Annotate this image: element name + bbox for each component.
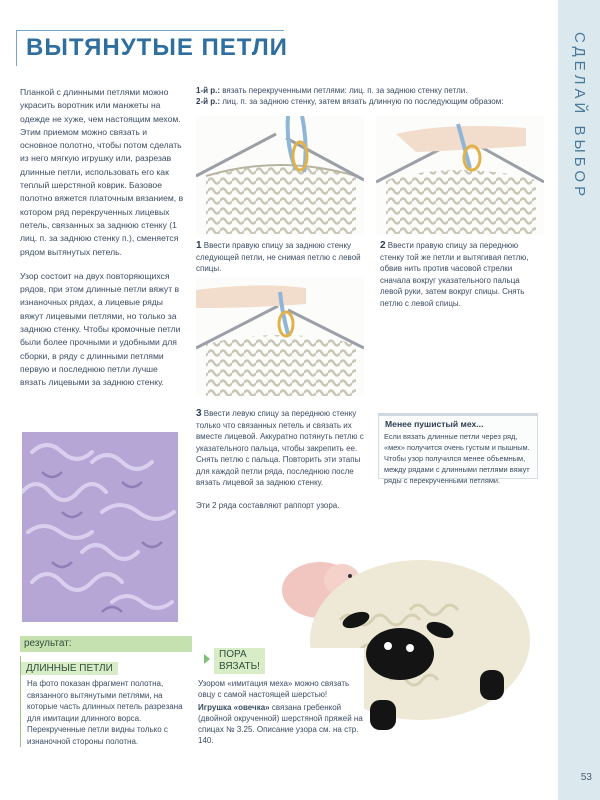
title-frame-v	[16, 30, 17, 66]
triangle-arrow-icon	[204, 654, 210, 664]
step-3-caption	[196, 408, 364, 489]
step-1-number: 1	[196, 240, 202, 251]
tip-box	[378, 413, 538, 485]
step-3-text: Ввести левую спицу за переднюю стенку только что связанных петель и связать их вместе лицевой. Аккуратно потянуть петлю с указательного пальца, чтобы закрепить ее. Снять петлю с пальца. Повторить эти этапы для каждой петли ряда, последнюю после вязать лицевой за заднюю стенку.	[196, 409, 364, 487]
section-title: СДЕЛАЙ ВЫБОР	[571, 32, 588, 201]
go-knit-paragraph-1: Узором «имитация меха» можно связать овцу с самой настоящей шерстью!	[198, 679, 350, 699]
go-knit-toy-name: Игрушка «овечка»	[198, 703, 270, 712]
go-knit-header	[196, 648, 364, 674]
step-2-caption	[380, 240, 540, 309]
row-instructions	[196, 86, 536, 108]
knitting-step-1-image	[196, 116, 364, 234]
step-1-illustration	[196, 116, 364, 234]
go-knit-paragraph-2	[198, 702, 364, 746]
result-subtitle: ДЛИННЫЕ ПЕТЛИ	[21, 662, 118, 675]
step-2-illustration	[376, 116, 544, 234]
go-knit-toy-text: связана гребенкой (двойной окрученной) шерстяной пряжей на спицах № 3.25. Описание узора см. на стр. 140.	[198, 703, 363, 745]
go-knit-title	[214, 648, 265, 674]
row-1	[196, 86, 536, 97]
step-2-number: 2	[380, 240, 386, 251]
knitting-step-3-image	[196, 278, 364, 396]
row-2	[196, 97, 536, 108]
intro-paragraph-2: Узор состоит на двух повторяющихся рядов, при этом длинные петли вяжут в изнаночных рядах, а лицевые ряды вяжут лицевыми петлями, но только за заднюю стенку. Чтобы кромочные петли были более прочными и удобными для сборки, в ряду с длинными петлями первую и последнюю петли лучше вязать лицевыми за заднюю стенку.	[20, 270, 181, 388]
go-knit-text	[196, 678, 364, 746]
tip-title: Менее пушистый мех...	[385, 419, 484, 429]
page-title: ВЫТЯНУТЫЕ ПЕТЛИ	[26, 34, 288, 61]
yarn-swatch-photo	[22, 432, 178, 622]
step-2-text: Ввести правую спицу за переднюю стенку той же петли и вытягивая петлю, обвив нить против часовой стрелки сначала вокруг указательного пальца левой руки, затем вокруг спицы. Снять петлю с левой спицы.	[380, 241, 529, 308]
knitting-step-2-image	[376, 116, 544, 234]
result-label: результат:	[20, 636, 192, 652]
row-1-label: 1-й р.:	[196, 86, 221, 95]
row-2-text: лиц. п. за заднюю стенку, затем вязать длинную по последующим образом:	[222, 96, 504, 106]
row-2-label: 2-й р.:	[196, 96, 221, 106]
intro-text	[20, 86, 186, 401]
rapport-note: Эти 2 ряда составляют раппорт узора.	[196, 501, 340, 510]
tip-text: Если вязать длинные петли через ряд, «мех» получится очень густым и пышным. Чтобы узор получился менее объемным, между рядами с длинными петлями вяжут ряды с перекрученными петлями.	[384, 432, 530, 485]
result-text: На фото показан фрагмент полотна, связанного вытянутыми петлями, на которые часть длинных петель разрезана для имитации длинного ворса. Перекрученные петли видны только с изнаночной стороны полотна.	[27, 679, 183, 746]
step-3-illustration	[196, 278, 364, 396]
go-knit-title-line-2: ВЯЗАТЬ!	[219, 661, 260, 672]
go-knit-title-line-1: ПОРА	[219, 649, 247, 660]
page-number: 53	[580, 772, 592, 783]
side-band	[558, 0, 600, 800]
result-body	[20, 656, 192, 747]
step-1-text: Ввести правую спицу за заднюю стенку следующей петли, не снимая петлю с левой спицы.	[196, 241, 361, 273]
step-1-caption	[196, 240, 366, 275]
long-loops-swatch-image	[22, 432, 178, 622]
step-3-number: 3	[196, 408, 202, 419]
title-frame-h	[16, 30, 284, 31]
result-box	[20, 636, 192, 784]
row-1-text: вязать перекрученными петлями: лиц. п. за заднюю стенку петли.	[222, 86, 468, 95]
intro-paragraph-1: Планкой с длинными петлями можно украсить воротник или манжеты на одежде не хуже, чем настоящим мехом. Этим приемом можно связать и основное полотно, чтобы потом сделать из него мягкую игрушку или, разрезав длинные петли, использовать его как теплый шерстяной коврик. Базовое полотно вяжется платочным вязанием, в котором ряд перекрученных лицевых петель, связанных за заднюю стенку (1 лиц. п. за заднюю стенку п.), сменяется рядом вытянутых петель.	[20, 87, 184, 257]
go-knit-box	[196, 648, 364, 766]
